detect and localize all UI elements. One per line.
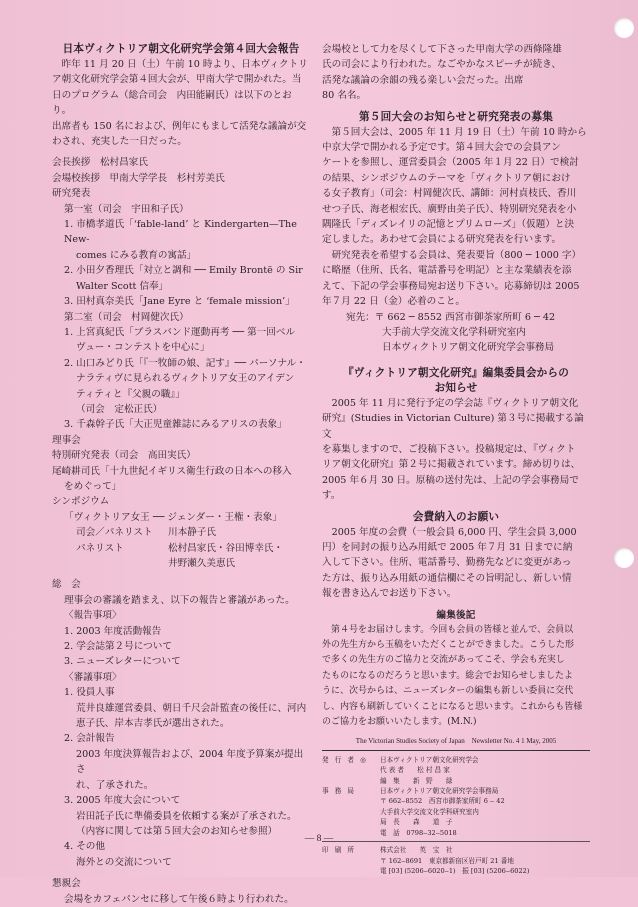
text-line: ケートを参照し、運営委員会（2005 年１月 22 日）で検討 (322, 157, 579, 169)
text-line: 2. 山口みどり氏「『一牧師の娘、記す』── パーソナル・ (64, 357, 306, 369)
row-label (322, 817, 380, 827)
text-line: 1. 2003 年度活動報告 (64, 625, 162, 637)
text-line: 円）を同封の振り込み用紙で 2005 年７月 31 日までに納 (322, 541, 573, 553)
text-line: 80 名名。 (322, 90, 367, 102)
text-line: のご協力をお願いいたします。(M.N.) (322, 717, 477, 728)
row-value: 〒 162‒8691 東京都新宿区岩戸町 21 番地 (380, 856, 514, 865)
text-line: 4. その他 (64, 841, 105, 853)
text-line: 海外との交流について (76, 856, 172, 868)
text-line: comes にみる教育の寓話」 (76, 249, 197, 261)
row-value: 株式会社 英 宝 社 (380, 846, 453, 855)
text-line: に略歴（住所、氏名、電話番号を明記）と主な業績表を添 (322, 265, 572, 277)
text-line: 日のプログラム（総合司会 内田能嗣氏）は以下のとおり。 (52, 89, 292, 117)
text-line: 2005 年度の会費（一般会員 6,000 円、学生会員 3,000 (331, 526, 577, 538)
text-line: たものになるのだろうと思います。総会でお知らせしましたよ (322, 670, 574, 681)
text-line: 3. ニューズレターについて (64, 656, 181, 668)
text-line: 報を書き込んでお送り下さい。 (322, 588, 457, 600)
row-value: 編 集 新 野 緑 (380, 776, 453, 785)
row-label (322, 856, 380, 866)
symposium-row (52, 541, 310, 556)
text-line: 隅隆氏「ディズレイリの記憶とプリムローズ」（仮題）と決 (322, 219, 575, 231)
text-line: 年７月 22 日（金）必着のこと。 (322, 296, 466, 308)
text-line: る女子教育」（司会：村岡健次氏、講師：河村貞枝氏、香川 (322, 188, 577, 200)
text-line: 会場校挨拶 甲南大学学長 杉村芳美氏 (52, 172, 225, 184)
text-line: 2005 年６月 30 日。原稿の送付先は、上記の学会事務局で (322, 474, 579, 486)
symposium-member: 川本静子氏 (168, 527, 216, 539)
row-label: 事 務 局 (322, 787, 356, 796)
text-line: わされ、充実した一日だった。 (52, 136, 187, 148)
text-line: 1. 市橋孝道氏「‘fable-land’ と Kindergarten—The New- (64, 219, 297, 246)
symposium-panel (52, 525, 310, 571)
fifth-conference-title: 第５回大会のお知らせと研究発表の募集 (359, 110, 553, 123)
symposium-member: 井野瀬久美恵氏 (168, 558, 236, 569)
text-line: 2005 年 11 月に発行予定の学会誌『ヴィクトリア朝文化 (331, 397, 579, 409)
row-label (322, 866, 380, 876)
right-column (322, 42, 590, 876)
editors-note-title: 編集後記 (436, 609, 476, 621)
fifth-conference-body (322, 125, 590, 310)
text-line: ティティと『父親の職』」 (76, 388, 185, 400)
text-line: 第二室（司会 村岡健次氏） (64, 311, 189, 323)
conference-report-body (52, 57, 310, 525)
text-line: 会場校として力を尽くして下さった甲南大学の西條隆雄 (322, 44, 562, 55)
text-line: 研究発表 (52, 188, 91, 200)
symposium-row (52, 525, 310, 540)
text-line: た方は、振り込み用紙の通信欄にその旨明記し、新しい情 (322, 572, 572, 584)
text-line: 会長挨拶 松村昌家氏 (52, 157, 148, 169)
text-line: ア朝文化研究学会第４回大会が、甲南大学で開かれた。当 (52, 74, 302, 86)
text-line: 岩田託子氏に準備委員を依頼する案が了承された。 (76, 810, 297, 822)
label-value-row (322, 866, 590, 876)
text-line: えて、下記の学会事務局宛お送り下さい。応募締切は 2005 (322, 280, 580, 292)
text-line: の結果、シンポジウムのテーマを「ヴィクトリア朝におけ (322, 172, 571, 184)
membership-fee-body (322, 525, 590, 602)
text-line: 第５回大会は、2005 年 11 月 19 日（土）午前 10 時から (331, 126, 587, 138)
text-line: うに、次号からは、ニューズレターの編集も新しい委員に交代 (322, 686, 574, 697)
symposium-role: 司会／パネリスト (76, 527, 153, 539)
row-value: 代 表 者 松 村 昌 家 (380, 766, 450, 775)
text-line: 総 会 (52, 579, 81, 591)
text-line: ナラティヴに見られるヴィクトリア女王のアイデン (76, 373, 295, 385)
row-value: 日本ヴィクトリア朝文化研究学会事務局 (380, 787, 499, 796)
text-line: 2. 会計報告 (64, 733, 115, 745)
row-label (322, 776, 380, 786)
membership-fee-title: 会費納入のお願い (412, 510, 500, 523)
text-line: 入して下さい。住所、電話番号、勤務先などに変更があっ (322, 557, 572, 569)
text-line: ヴュー・コンテストを中心に」 (76, 342, 210, 354)
left-column (52, 42, 310, 907)
label-value-row (322, 817, 590, 827)
imprint-title: The Victorian Studies Society of Japan Newsletter No. 4 1 May, 2005 (322, 736, 590, 750)
text-line: シンポジウム (52, 496, 110, 508)
row-value: 日本ヴィクトリア朝文化研究学会 (380, 755, 479, 764)
row-value: 局 長 森 道 子 (380, 818, 453, 827)
text-line: 特別研究発表（司会 高田実氏） (52, 450, 196, 462)
text-line: （内容に関しては第５回大会のお知らせ参照） (76, 825, 278, 837)
row-label: 印 刷 所 (322, 846, 356, 855)
label-value-row (322, 807, 590, 817)
text-line: れ、了承された。 (76, 779, 154, 791)
journal-notice-title-2: お知らせ (434, 381, 478, 394)
text-line: 2. 小田夕香理氏「対立と調和 ── Emily Brontë の Sir (64, 265, 303, 277)
text-line: 懇親会 (52, 878, 81, 890)
text-line: 理事会 (52, 434, 81, 446)
text-line: 出席者も 150 名におよび、例年にもまして活発な議論が交 (52, 120, 307, 132)
page-number: — 8 — (304, 834, 334, 844)
text-line: 3. 2005 年度大会について (64, 795, 181, 807)
text-line: 活発な議論の余韻の残る楽しい会だった。出席 (322, 74, 524, 86)
label-value-row (322, 845, 590, 855)
text-line: 理事会の審議を踏まえ、以下の報告と審議があった。 (64, 594, 295, 606)
text-line: リア朝文化研究』第２号に掲載されています。締め切りは、 (322, 459, 581, 471)
punch-hole (614, 548, 634, 568)
text-line: 研究』(Studies in Victorian Culture) 第３号に掲載する論文 (322, 413, 584, 440)
symposium-role (76, 556, 168, 571)
text-line: 昨年 11 月 20 日（土）午前 10 時より、日本ヴィクトリ (61, 59, 308, 70)
text-line: 恵子氏、岸本吉孝氏が選出された。 (76, 718, 230, 730)
text-line: 〈審議事項〉 (64, 671, 122, 683)
row-value: 〒 662‒8552 西宮市御茶家所町 6 ‒ 42 (380, 797, 505, 806)
row-label (322, 796, 380, 806)
conference-report-title: 日本ヴィクトリア朝文化研究学会第４回大会報告 (62, 43, 300, 55)
text-line: で多くの先生方のご協力と交流があってこそ、学会も充実し (322, 655, 565, 666)
text-line: 研究発表を希望する会員は、発表要旨（800 ─ 1000 字） (331, 249, 582, 261)
row-label (322, 807, 380, 817)
label-value-row (322, 796, 590, 806)
text-line: せつ子氏、海老根宏氏、廣野由美子氏）、特別研究発表を小 (322, 203, 577, 215)
label-value-row (322, 786, 590, 796)
text-line: 氏の司会により行われた。なごやかなスピーチが続き、 (322, 59, 562, 71)
label-value-row (322, 755, 590, 765)
imprint-block (322, 736, 590, 876)
text-line: 「ヴィクトリア女王 ── ジェンダー・王権・表象」 (64, 511, 282, 523)
punch-hole (614, 18, 634, 38)
row-value: 大手前大学交流文化学科研究室内 (380, 807, 479, 816)
text-line: を募集しますので、ご投稿下さい。投稿規定は、『ヴィクト (322, 443, 576, 455)
text-line: 1. 役員人事 (64, 687, 115, 699)
general-meeting-body (52, 577, 310, 907)
text-line: 荒井良雄運営委員、朝日千尺会計監査の後任に、河内 (76, 702, 307, 714)
symposium-member: 松村昌家氏・谷田博幸氏・ (168, 542, 284, 554)
text-line: 会場をカフェパンセに移して午後６時より行われた。 (64, 893, 294, 905)
party-report-continued (322, 42, 590, 104)
text-line: 2. 学会誌第２号について (64, 641, 172, 653)
row-value: 電 [03] (5206‒6020‒1) 振 [03] (5206‒6022) (380, 866, 530, 875)
office-address (322, 310, 590, 356)
text-line: し、内容も刷新していくことになると思います。これからも皆様 (322, 701, 583, 712)
text-line: 尾崎耕司氏「十九世紀イギリス衛生行政の日本への移入 (52, 465, 292, 477)
label-value-row (322, 856, 590, 866)
text-line: 外の先生方から玉稿をいただくことができました。こうした形 (322, 640, 575, 650)
text-line: 3. 田村真奈美氏「Jane Eyre と ‘female mission’」 (64, 296, 295, 308)
text-line: 第４号をお届けします。今回も会員の皆様と並んで、会員以 (331, 624, 574, 635)
row-label (322, 765, 380, 775)
label-value-row (322, 765, 590, 775)
text-line: Walter Scott 信奉」 (76, 280, 169, 292)
row-label: 発 行 者 ◎ (322, 755, 368, 764)
address-line: 大手前大学交流文化学科研究室内 (382, 326, 526, 338)
text-line: 1. 上宮真紀氏「ブラスバンド運動再考 ── 第一回ベル (64, 326, 296, 338)
text-line: 第一室（司会 宇田和子氏） (64, 203, 189, 215)
row-value: 電 話 0798‒32‒5018 (380, 828, 457, 837)
editors-note-body (322, 623, 590, 731)
symposium-role: パネリスト (76, 542, 124, 554)
text-line: 中京大学で開かれる予定です。第４回大会での会員アン (322, 142, 561, 154)
journal-notice-title-1: 『ヴィクトリア朝文化研究』編集委員会からの (342, 366, 570, 379)
text-line: （司会 定松正氏） (76, 403, 163, 415)
label-value-row (322, 776, 590, 786)
address-line: 日本ヴィクトリア朝文化研究学会事務局 (382, 342, 555, 354)
text-line: 〈報告事項〉 (64, 610, 122, 622)
text-line: す。 (322, 490, 341, 502)
text-line: をめぐって」 (64, 480, 122, 492)
symposium-row (52, 556, 310, 571)
text-line: 2003 年度決算報告および、2004 年度予算案が提出さ (76, 748, 304, 776)
journal-notice-body (322, 396, 590, 504)
text-line: 3. 千森幹子氏「大正児童雑誌にみるアリスの表象」 (64, 419, 287, 431)
address-line: 宛先：〒 662 ─ 8552 西宮市御茶家所町 6 ─ 42 (346, 311, 556, 323)
text-line: 定しました。あわせて会員による研究発表を行います。 (322, 234, 562, 246)
